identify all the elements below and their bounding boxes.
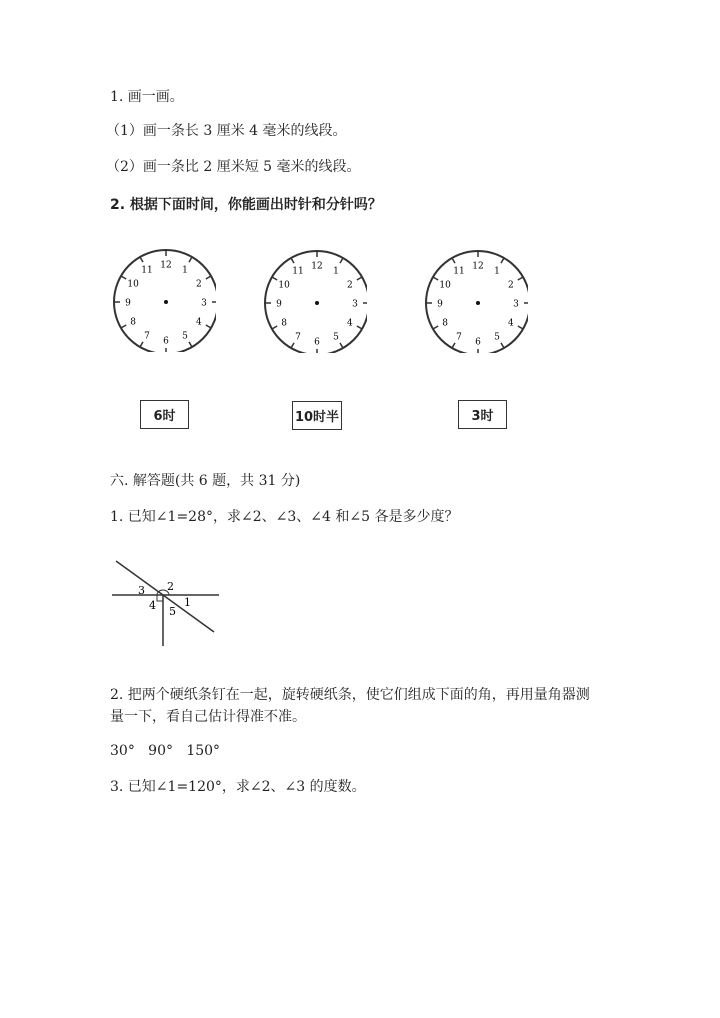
hour-tick	[518, 326, 523, 329]
clock-number: 12	[472, 261, 484, 272]
clock-number: 8	[281, 318, 287, 329]
hour-tick	[206, 325, 211, 328]
clock-number: 10	[278, 280, 290, 291]
clock-number: 12	[160, 260, 172, 271]
hour-tick	[272, 326, 277, 329]
question-1-part-2: （2）画一条比 2 厘米短 5 毫米的线段。	[106, 159, 361, 175]
clock-number: 1	[182, 265, 188, 276]
time-label-2: 10时半	[292, 401, 342, 430]
clock-number: 7	[295, 332, 301, 343]
hour-tick	[140, 257, 143, 262]
clock-center	[476, 301, 480, 305]
clock-number: 4	[196, 317, 202, 328]
clock-number: 5	[182, 331, 188, 342]
clock-number: 8	[442, 318, 448, 329]
hour-tick	[357, 277, 362, 280]
clock-number: 9	[125, 298, 131, 309]
clock-number: 6	[163, 336, 169, 347]
clock-number: 4	[347, 318, 353, 329]
clock-number: 9	[437, 299, 443, 310]
section-heading: 六. 解答题(共 6 题，共 31 分)	[110, 473, 301, 489]
hour-tick	[189, 342, 192, 347]
clock-number: 12	[311, 261, 323, 272]
angle-diagram	[105, 555, 230, 650]
clock-number: 5	[494, 332, 500, 343]
time-label-1: 6时	[140, 400, 189, 429]
clock-number: 2	[196, 279, 202, 290]
clock-center	[315, 301, 319, 305]
clock-number: 11	[453, 266, 465, 277]
clock-number: 5	[333, 332, 339, 343]
hour-tick	[121, 325, 126, 328]
hour-tick	[121, 276, 126, 279]
solve-question-3: 3. 已知∠1=120°，求∠2、∠3 的度数。	[110, 779, 366, 795]
clock-face-2	[257, 243, 367, 353]
hour-tick	[501, 258, 504, 263]
angle-label-4: 4	[149, 599, 156, 612]
hour-tick	[452, 343, 455, 348]
question-1-part-1: （1）画一条长 3 厘米 4 毫米的线段。	[106, 123, 347, 139]
angle-label-1: 1	[184, 596, 191, 609]
angle-label-2: 2	[167, 580, 174, 593]
clock-number: 1	[494, 266, 500, 277]
hour-tick	[433, 277, 438, 280]
solve-question-2-line-2: 量一下，看自己估计得准不准。	[110, 709, 306, 725]
diagonal-line	[116, 561, 214, 632]
hour-tick	[452, 258, 455, 263]
clock-number: 3	[513, 299, 519, 310]
clock-number: 9	[276, 299, 282, 310]
question-2: 2. 根据下面时间，你能画出时针和分针吗？	[110, 197, 382, 213]
hour-tick	[189, 257, 192, 262]
clock-number: 3	[352, 299, 358, 310]
clock-number: 8	[130, 317, 136, 328]
clock-number: 1	[333, 266, 339, 277]
hour-tick	[518, 277, 523, 280]
hour-tick	[206, 276, 211, 279]
hour-tick	[291, 343, 294, 348]
clock-center	[164, 300, 168, 304]
clock-number: 7	[144, 331, 150, 342]
hour-tick	[272, 277, 277, 280]
hour-tick	[140, 342, 143, 347]
time-label-3: 3时	[458, 400, 507, 429]
solve-question-1: 1. 已知∠1=28°，求∠2、∠3、∠4 和∠5 各是多少度？	[110, 509, 459, 525]
solve-question-2-line-1: 2. 把两个硬纸条钉在一起，旋转硬纸条，使它们组成下面的角，再用量角器测	[110, 687, 590, 703]
clock-number: 11	[141, 265, 153, 276]
clock-number: 10	[439, 280, 451, 291]
clock-number: 6	[475, 337, 481, 348]
clock-number: 3	[201, 298, 207, 309]
angle-label-3: 3	[138, 584, 145, 597]
hour-tick	[501, 343, 504, 348]
hour-tick	[340, 343, 343, 348]
clock-face-1	[106, 242, 216, 352]
clock-number: 6	[314, 337, 320, 348]
clock-number: 4	[508, 318, 514, 329]
clock-face-3	[418, 243, 528, 353]
clock-number: 11	[292, 266, 304, 277]
hour-tick	[291, 258, 294, 263]
clock-number: 10	[127, 279, 139, 290]
angle-label-5: 5	[169, 605, 176, 618]
hour-tick	[433, 326, 438, 329]
clock-number: 2	[347, 280, 353, 291]
clock-number: 2	[508, 280, 514, 291]
clock-number: 7	[456, 332, 462, 343]
angle-list: 30° 90° 150°	[110, 743, 221, 759]
hour-tick	[340, 258, 343, 263]
question-1: 1. 画一画。	[110, 89, 184, 105]
hour-tick	[357, 326, 362, 329]
